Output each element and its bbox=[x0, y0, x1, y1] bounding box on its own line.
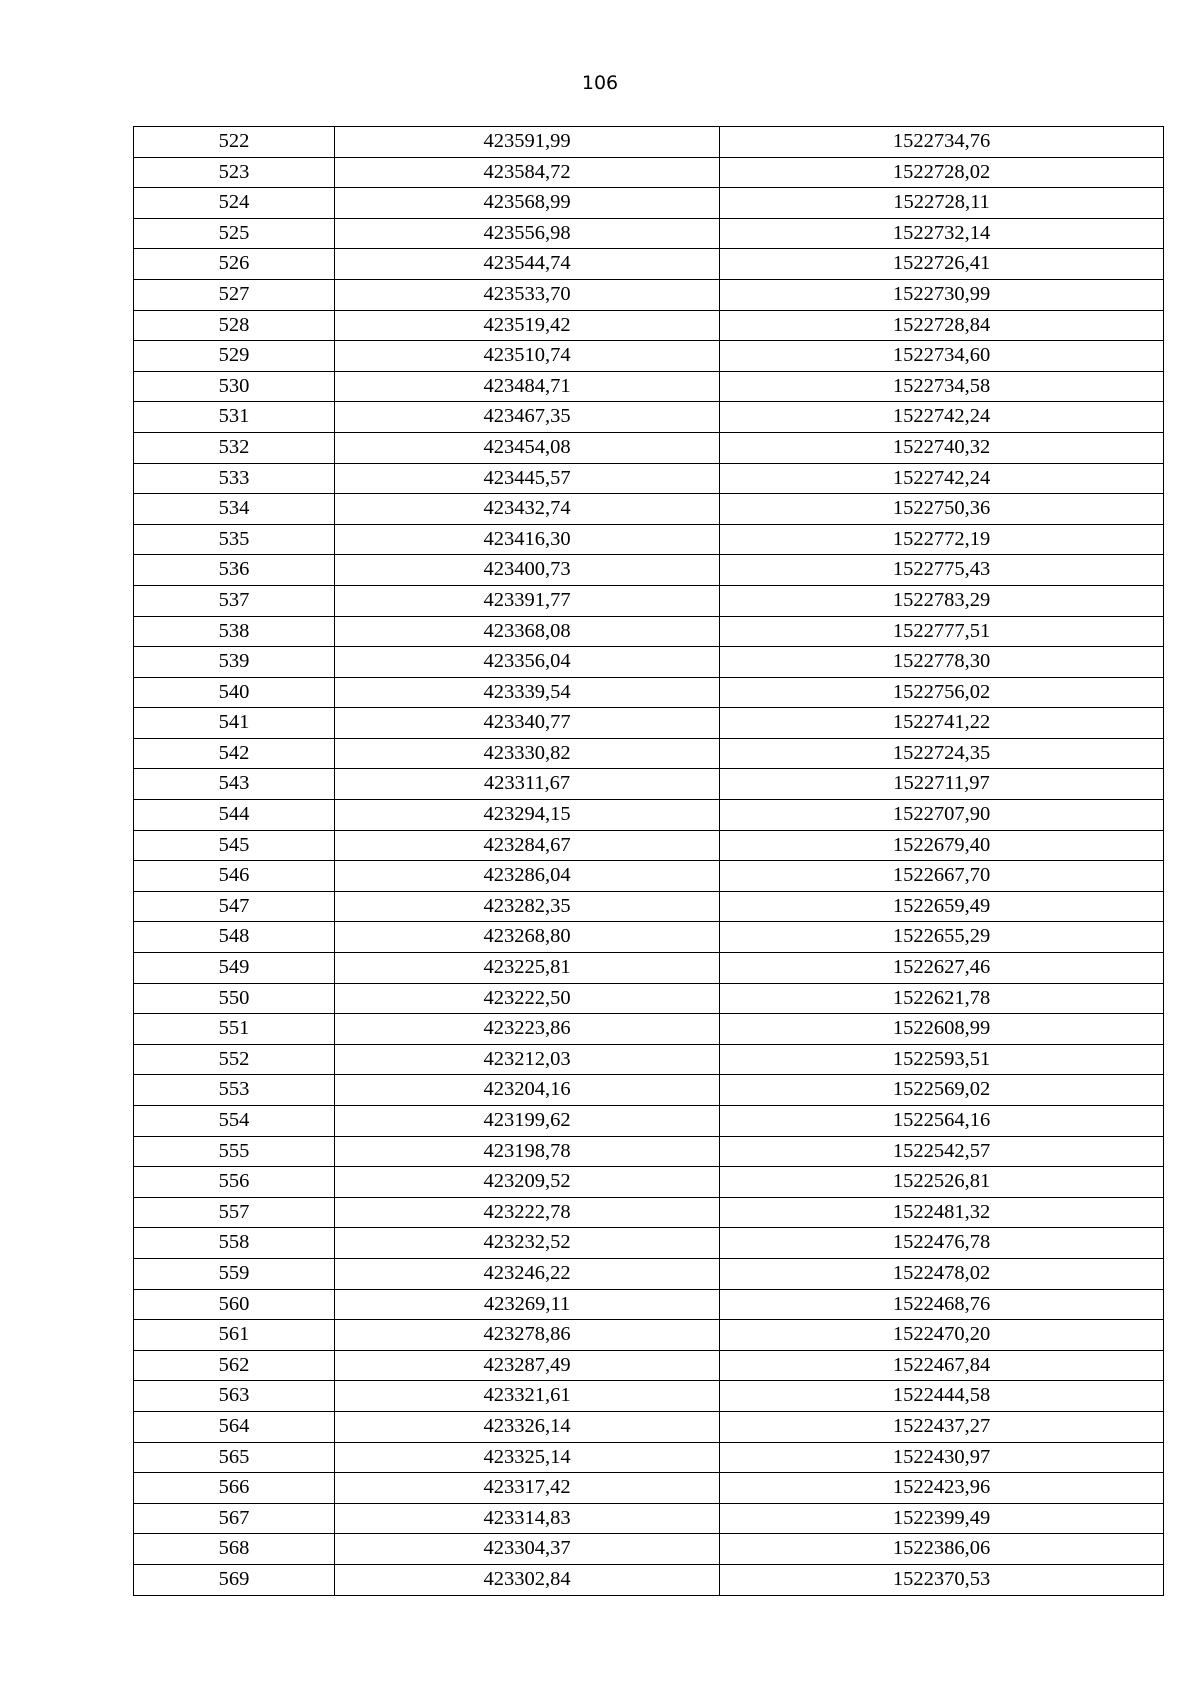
x-coordinate-cell: 423212,03 bbox=[335, 1044, 720, 1075]
page-number: 106 bbox=[581, 72, 619, 94]
table-row bbox=[134, 524, 1164, 555]
point-number-cell: 528 bbox=[134, 310, 335, 341]
point-number-cell: 542 bbox=[134, 738, 335, 769]
table-row bbox=[134, 1258, 1164, 1289]
y-coordinate-cell: 1522728,02 bbox=[720, 157, 1164, 188]
x-coordinate-cell: 423533,70 bbox=[335, 279, 720, 310]
table-row bbox=[134, 1564, 1164, 1595]
x-coordinate-cell: 423311,67 bbox=[335, 769, 720, 800]
table-row bbox=[134, 1228, 1164, 1259]
x-coordinate-cell: 423568,99 bbox=[335, 188, 720, 219]
point-number-cell: 530 bbox=[134, 371, 335, 402]
x-coordinate-cell: 423223,86 bbox=[335, 1014, 720, 1045]
table-row bbox=[134, 677, 1164, 708]
x-coordinate-cell: 423304,37 bbox=[335, 1534, 720, 1565]
point-number-cell: 548 bbox=[134, 922, 335, 953]
point-number-cell: 549 bbox=[134, 953, 335, 984]
x-coordinate-cell: 423330,82 bbox=[335, 738, 720, 769]
x-coordinate-cell: 423591,99 bbox=[335, 127, 720, 158]
point-number-cell: 541 bbox=[134, 708, 335, 739]
x-coordinate-cell: 423445,57 bbox=[335, 463, 720, 494]
y-coordinate-cell: 1522777,51 bbox=[720, 616, 1164, 647]
y-coordinate-cell: 1522783,29 bbox=[720, 585, 1164, 616]
point-number-cell: 522 bbox=[134, 127, 335, 158]
table-row bbox=[134, 463, 1164, 494]
y-coordinate-cell: 1522732,14 bbox=[720, 218, 1164, 249]
coordinates-table-body bbox=[134, 127, 1164, 1596]
point-number-cell: 536 bbox=[134, 555, 335, 586]
table-row bbox=[134, 279, 1164, 310]
x-coordinate-cell: 423321,61 bbox=[335, 1381, 720, 1412]
point-number-cell: 565 bbox=[134, 1442, 335, 1473]
point-number-cell: 538 bbox=[134, 616, 335, 647]
x-coordinate-cell: 423287,49 bbox=[335, 1350, 720, 1381]
y-coordinate-cell: 1522659,49 bbox=[720, 891, 1164, 922]
table-row bbox=[134, 1442, 1164, 1473]
table-row bbox=[134, 371, 1164, 402]
point-number-cell: 547 bbox=[134, 891, 335, 922]
table-row bbox=[134, 188, 1164, 219]
point-number-cell: 557 bbox=[134, 1197, 335, 1228]
table-row bbox=[134, 1503, 1164, 1534]
x-coordinate-cell: 423225,81 bbox=[335, 953, 720, 984]
x-coordinate-cell: 423519,42 bbox=[335, 310, 720, 341]
point-number-cell: 526 bbox=[134, 249, 335, 280]
x-coordinate-cell: 423268,80 bbox=[335, 922, 720, 953]
point-number-cell: 537 bbox=[134, 585, 335, 616]
x-coordinate-cell: 423317,42 bbox=[335, 1473, 720, 1504]
x-coordinate-cell: 423204,16 bbox=[335, 1075, 720, 1106]
y-coordinate-cell: 1522386,06 bbox=[720, 1534, 1164, 1565]
y-coordinate-cell: 1522621,78 bbox=[720, 983, 1164, 1014]
table-row bbox=[134, 922, 1164, 953]
table-row bbox=[134, 861, 1164, 892]
y-coordinate-cell: 1522478,02 bbox=[720, 1258, 1164, 1289]
point-number-cell: 523 bbox=[134, 157, 335, 188]
point-number-cell: 539 bbox=[134, 647, 335, 678]
x-coordinate-cell: 423294,15 bbox=[335, 800, 720, 831]
point-number-cell: 525 bbox=[134, 218, 335, 249]
table-row bbox=[134, 1381, 1164, 1412]
table-row bbox=[134, 708, 1164, 739]
x-coordinate-cell: 423484,71 bbox=[335, 371, 720, 402]
y-coordinate-cell: 1522772,19 bbox=[720, 524, 1164, 555]
y-coordinate-cell: 1522728,11 bbox=[720, 188, 1164, 219]
table-row bbox=[134, 616, 1164, 647]
y-coordinate-cell: 1522399,49 bbox=[720, 1503, 1164, 1534]
x-coordinate-cell: 423232,52 bbox=[335, 1228, 720, 1259]
y-coordinate-cell: 1522740,32 bbox=[720, 432, 1164, 463]
point-number-cell: 532 bbox=[134, 432, 335, 463]
y-coordinate-cell: 1522468,76 bbox=[720, 1289, 1164, 1320]
point-number-cell: 562 bbox=[134, 1350, 335, 1381]
x-coordinate-cell: 423286,04 bbox=[335, 861, 720, 892]
point-number-cell: 564 bbox=[134, 1411, 335, 1442]
y-coordinate-cell: 1522655,29 bbox=[720, 922, 1164, 953]
table-row bbox=[134, 738, 1164, 769]
table-row bbox=[134, 1534, 1164, 1565]
coordinates-table bbox=[133, 126, 1164, 1596]
y-coordinate-cell: 1522430,97 bbox=[720, 1442, 1164, 1473]
table-row bbox=[134, 1106, 1164, 1137]
x-coordinate-cell: 423282,35 bbox=[335, 891, 720, 922]
point-number-cell: 527 bbox=[134, 279, 335, 310]
point-number-cell: 560 bbox=[134, 1289, 335, 1320]
y-coordinate-cell: 1522667,70 bbox=[720, 861, 1164, 892]
y-coordinate-cell: 1522437,27 bbox=[720, 1411, 1164, 1442]
point-number-cell: 543 bbox=[134, 769, 335, 800]
y-coordinate-cell: 1522734,60 bbox=[720, 341, 1164, 372]
point-number-cell: 529 bbox=[134, 341, 335, 372]
y-coordinate-cell: 1522569,02 bbox=[720, 1075, 1164, 1106]
point-number-cell: 558 bbox=[134, 1228, 335, 1259]
point-number-cell: 569 bbox=[134, 1564, 335, 1595]
point-number-cell: 553 bbox=[134, 1075, 335, 1106]
x-coordinate-cell: 423356,04 bbox=[335, 647, 720, 678]
y-coordinate-cell: 1522734,58 bbox=[720, 371, 1164, 402]
table-row bbox=[134, 432, 1164, 463]
x-coordinate-cell: 423198,78 bbox=[335, 1136, 720, 1167]
x-coordinate-cell: 423284,67 bbox=[335, 830, 720, 861]
x-coordinate-cell: 423302,84 bbox=[335, 1564, 720, 1595]
x-coordinate-cell: 423391,77 bbox=[335, 585, 720, 616]
y-coordinate-cell: 1522778,30 bbox=[720, 647, 1164, 678]
x-coordinate-cell: 423325,14 bbox=[335, 1442, 720, 1473]
x-coordinate-cell: 423556,98 bbox=[335, 218, 720, 249]
x-coordinate-cell: 423454,08 bbox=[335, 432, 720, 463]
x-coordinate-cell: 423278,86 bbox=[335, 1320, 720, 1351]
x-coordinate-cell: 423544,74 bbox=[335, 249, 720, 280]
table-row bbox=[134, 647, 1164, 678]
point-number-cell: 556 bbox=[134, 1167, 335, 1198]
y-coordinate-cell: 1522756,02 bbox=[720, 677, 1164, 708]
point-number-cell: 550 bbox=[134, 983, 335, 1014]
point-number-cell: 544 bbox=[134, 800, 335, 831]
point-number-cell: 535 bbox=[134, 524, 335, 555]
x-coordinate-cell: 423222,50 bbox=[335, 983, 720, 1014]
table-row bbox=[134, 310, 1164, 341]
table-row bbox=[134, 891, 1164, 922]
table-row bbox=[134, 585, 1164, 616]
table-row bbox=[134, 249, 1164, 280]
x-coordinate-cell: 423368,08 bbox=[335, 616, 720, 647]
y-coordinate-cell: 1522742,24 bbox=[720, 463, 1164, 494]
point-number-cell: 554 bbox=[134, 1106, 335, 1137]
table-row bbox=[134, 127, 1164, 158]
point-number-cell: 563 bbox=[134, 1381, 335, 1412]
x-coordinate-cell: 423416,30 bbox=[335, 524, 720, 555]
point-number-cell: 559 bbox=[134, 1258, 335, 1289]
x-coordinate-cell: 423584,72 bbox=[335, 157, 720, 188]
y-coordinate-cell: 1522742,24 bbox=[720, 402, 1164, 433]
y-coordinate-cell: 1522423,96 bbox=[720, 1473, 1164, 1504]
y-coordinate-cell: 1522730,99 bbox=[720, 279, 1164, 310]
point-number-cell: 561 bbox=[134, 1320, 335, 1351]
y-coordinate-cell: 1522775,43 bbox=[720, 555, 1164, 586]
y-coordinate-cell: 1522679,40 bbox=[720, 830, 1164, 861]
x-coordinate-cell: 423199,62 bbox=[335, 1106, 720, 1137]
y-coordinate-cell: 1522608,99 bbox=[720, 1014, 1164, 1045]
y-coordinate-cell: 1522741,22 bbox=[720, 708, 1164, 739]
y-coordinate-cell: 1522726,41 bbox=[720, 249, 1164, 280]
table-row bbox=[134, 983, 1164, 1014]
y-coordinate-cell: 1522724,35 bbox=[720, 738, 1164, 769]
y-coordinate-cell: 1522707,90 bbox=[720, 800, 1164, 831]
x-coordinate-cell: 423432,74 bbox=[335, 494, 720, 525]
table-row bbox=[134, 494, 1164, 525]
point-number-cell: 568 bbox=[134, 1534, 335, 1565]
point-number-cell: 555 bbox=[134, 1136, 335, 1167]
point-number-cell: 566 bbox=[134, 1473, 335, 1504]
y-coordinate-cell: 1522370,53 bbox=[720, 1564, 1164, 1595]
x-coordinate-cell: 423246,22 bbox=[335, 1258, 720, 1289]
y-coordinate-cell: 1522750,36 bbox=[720, 494, 1164, 525]
y-coordinate-cell: 1522467,84 bbox=[720, 1350, 1164, 1381]
y-coordinate-cell: 1522593,51 bbox=[720, 1044, 1164, 1075]
x-coordinate-cell: 423339,54 bbox=[335, 677, 720, 708]
y-coordinate-cell: 1522481,32 bbox=[720, 1197, 1164, 1228]
table-row bbox=[134, 1197, 1164, 1228]
table-row bbox=[134, 341, 1164, 372]
table-row bbox=[134, 1075, 1164, 1106]
y-coordinate-cell: 1522734,76 bbox=[720, 127, 1164, 158]
table-row bbox=[134, 800, 1164, 831]
table-row bbox=[134, 1136, 1164, 1167]
table-row bbox=[134, 1411, 1164, 1442]
table-row bbox=[134, 953, 1164, 984]
table-row bbox=[134, 157, 1164, 188]
x-coordinate-cell: 423314,83 bbox=[335, 1503, 720, 1534]
table-row bbox=[134, 1473, 1164, 1504]
x-coordinate-cell: 423269,11 bbox=[335, 1289, 720, 1320]
point-number-cell: 534 bbox=[134, 494, 335, 525]
point-number-cell: 546 bbox=[134, 861, 335, 892]
x-coordinate-cell: 423400,73 bbox=[335, 555, 720, 586]
point-number-cell: 540 bbox=[134, 677, 335, 708]
table-row bbox=[134, 830, 1164, 861]
table-row bbox=[134, 1167, 1164, 1198]
x-coordinate-cell: 423222,78 bbox=[335, 1197, 720, 1228]
point-number-cell: 531 bbox=[134, 402, 335, 433]
y-coordinate-cell: 1522564,16 bbox=[720, 1106, 1164, 1137]
point-number-cell: 524 bbox=[134, 188, 335, 219]
table-row bbox=[134, 769, 1164, 800]
point-number-cell: 567 bbox=[134, 1503, 335, 1534]
table-row bbox=[134, 1014, 1164, 1045]
y-coordinate-cell: 1522470,20 bbox=[720, 1320, 1164, 1351]
table-row bbox=[134, 1289, 1164, 1320]
x-coordinate-cell: 423467,35 bbox=[335, 402, 720, 433]
x-coordinate-cell: 423510,74 bbox=[335, 341, 720, 372]
y-coordinate-cell: 1522476,78 bbox=[720, 1228, 1164, 1259]
y-coordinate-cell: 1522542,57 bbox=[720, 1136, 1164, 1167]
table-row bbox=[134, 1350, 1164, 1381]
x-coordinate-cell: 423326,14 bbox=[335, 1411, 720, 1442]
y-coordinate-cell: 1522444,58 bbox=[720, 1381, 1164, 1412]
point-number-cell: 551 bbox=[134, 1014, 335, 1045]
x-coordinate-cell: 423340,77 bbox=[335, 708, 720, 739]
table-row bbox=[134, 1044, 1164, 1075]
point-number-cell: 552 bbox=[134, 1044, 335, 1075]
table-row bbox=[134, 555, 1164, 586]
table-row bbox=[134, 402, 1164, 433]
y-coordinate-cell: 1522728,84 bbox=[720, 310, 1164, 341]
y-coordinate-cell: 1522627,46 bbox=[720, 953, 1164, 984]
y-coordinate-cell: 1522711,97 bbox=[720, 769, 1164, 800]
point-number-cell: 545 bbox=[134, 830, 335, 861]
y-coordinate-cell: 1522526,81 bbox=[720, 1167, 1164, 1198]
table-row bbox=[134, 218, 1164, 249]
x-coordinate-cell: 423209,52 bbox=[335, 1167, 720, 1198]
table-row bbox=[134, 1320, 1164, 1351]
point-number-cell: 533 bbox=[134, 463, 335, 494]
